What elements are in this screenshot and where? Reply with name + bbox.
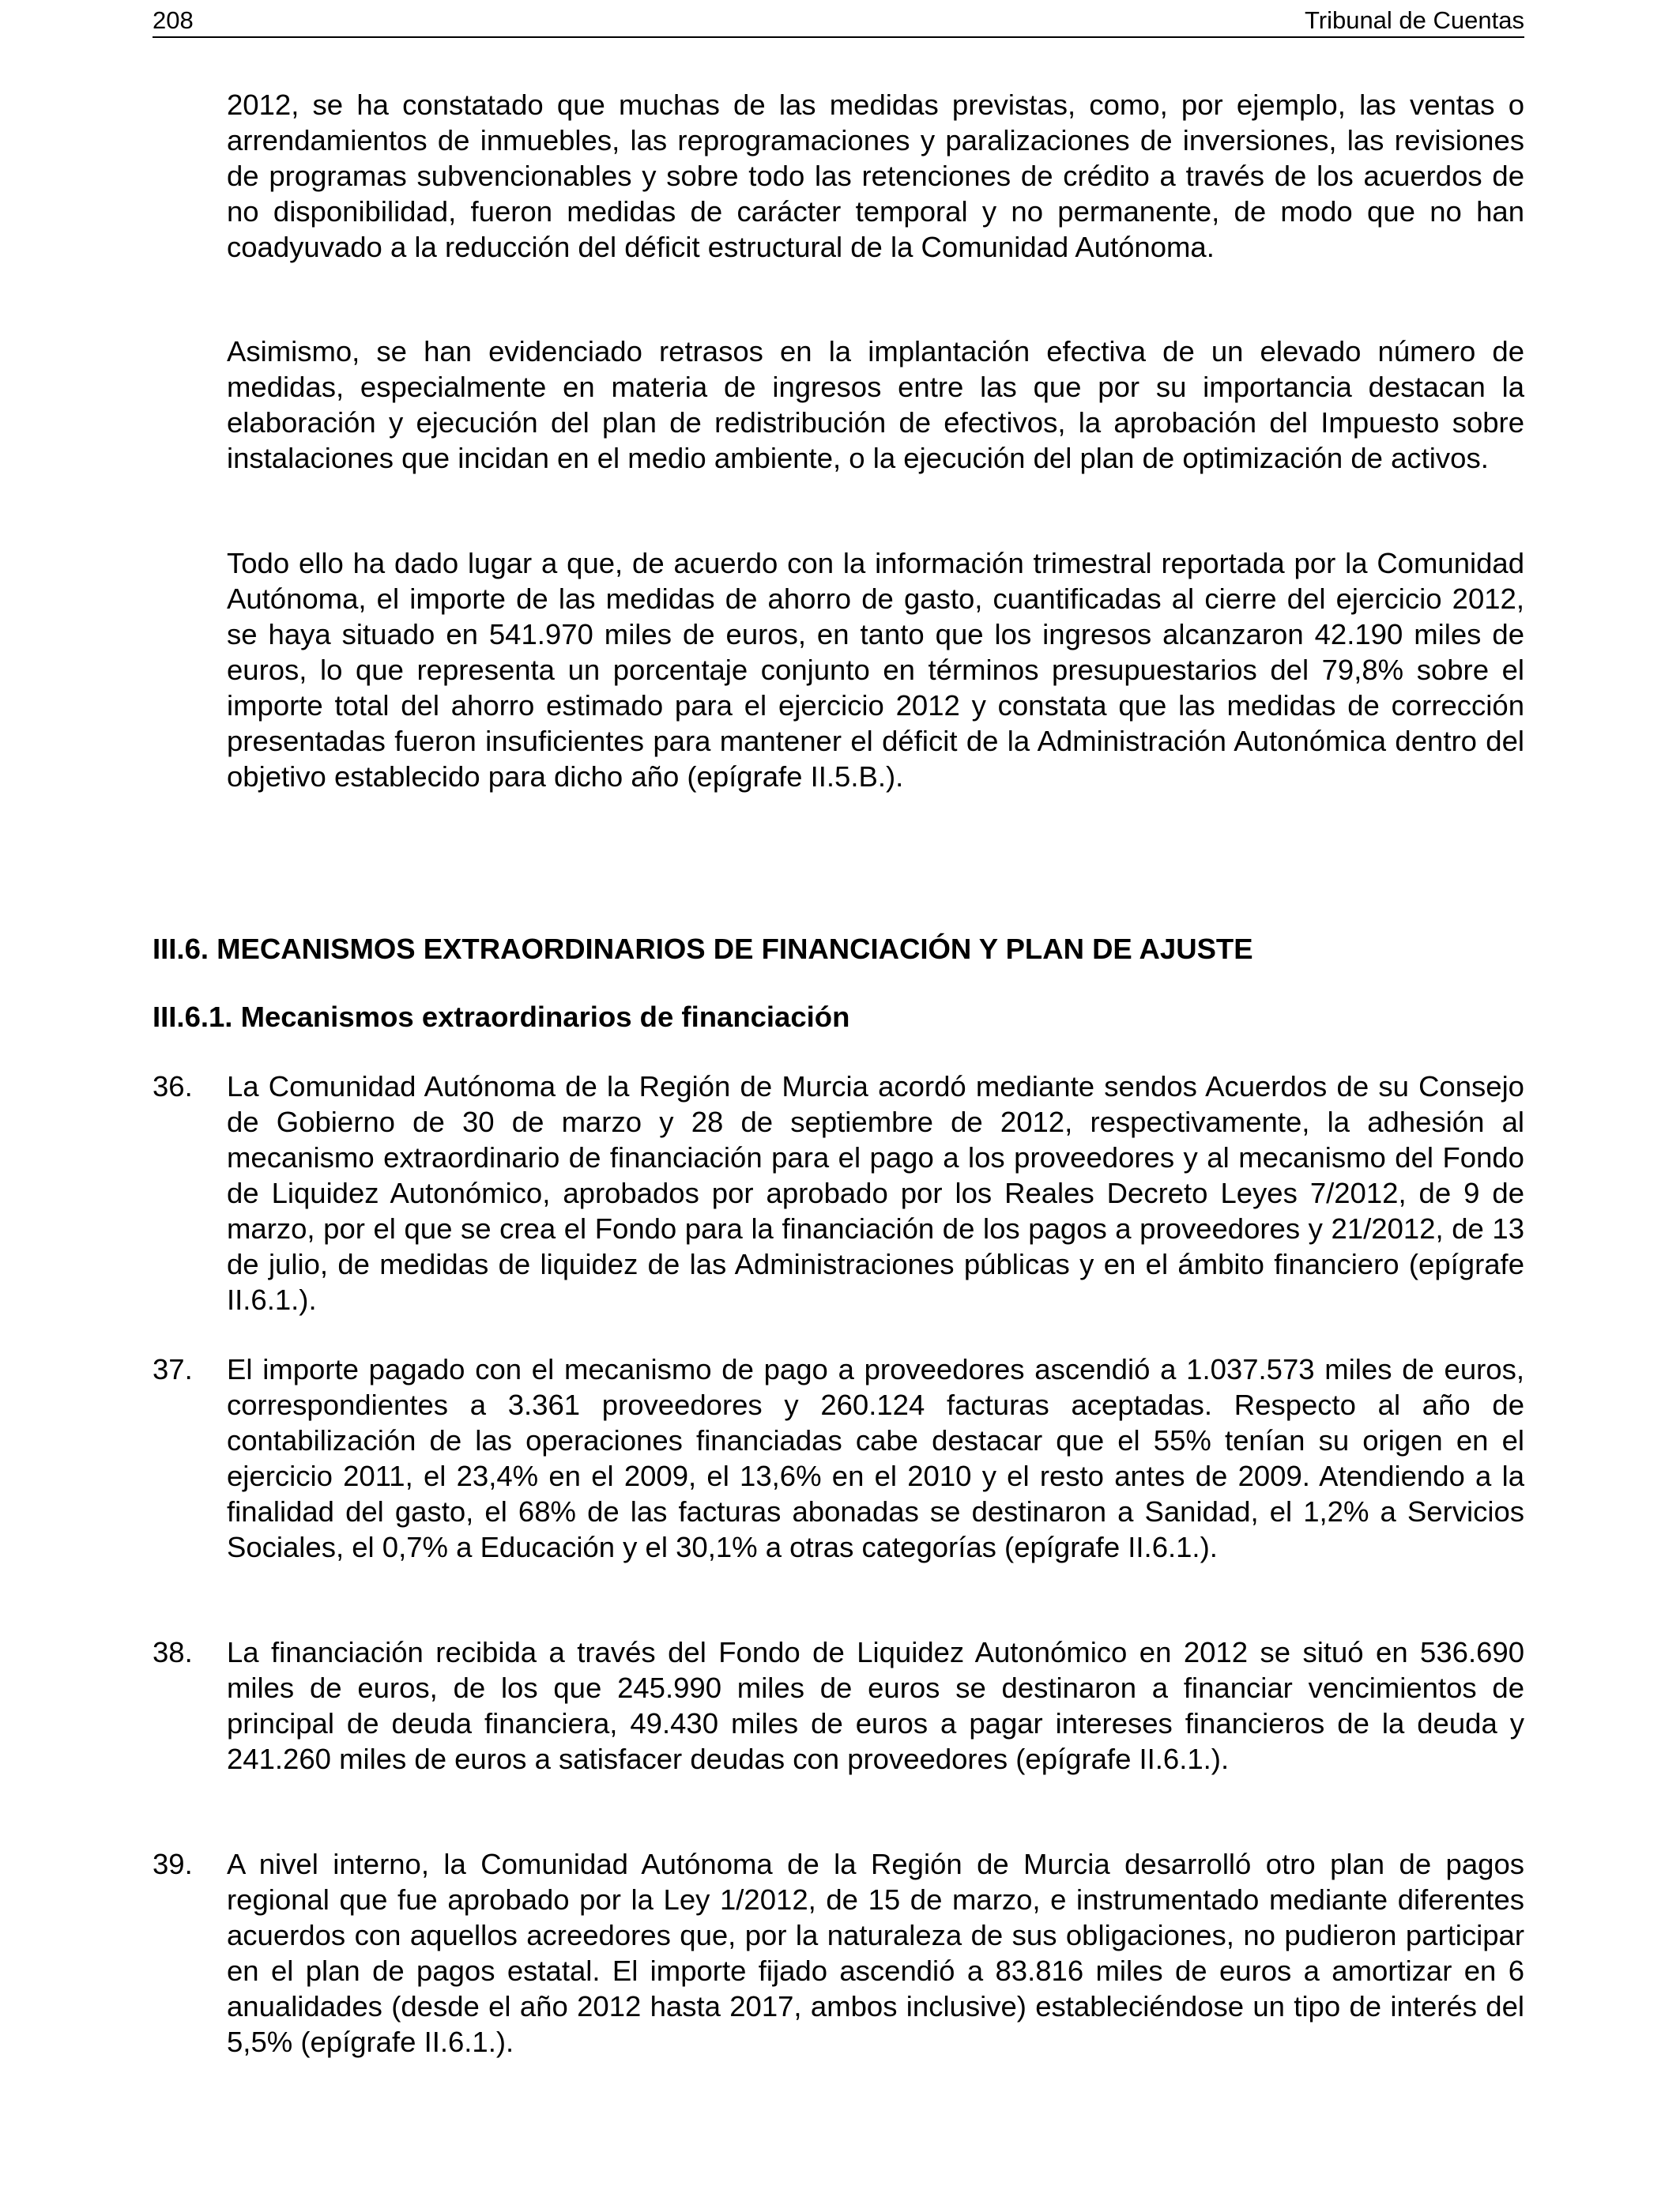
page-number: 208 (153, 6, 194, 34)
item-number-39: 39. (153, 1848, 193, 1880)
item-number-38: 38. (153, 1636, 193, 1668)
running-header (153, 5, 1524, 38)
item-text-37: El importe pagado con el mecanismo de pago a proveedores ascendió a 1.037.573 miles de euros, correspondientes a 3.361 proveedores y 260.124 facturas aceptadas. Respecto al año de contabilización de las operaciones financiadas cabe destacar que el 55% tenían su origen en el ejercicio 2011, el 23,4% en el 2009, el 13,6% en el 2010 y el resto antes de 2009. Atendiendo a la finalidad del gasto, el 68% de las facturas abonadas se destinaron a Sanidad, el 1,2% a Servicios Sociales, el 0,7% a Educación y el 30,1% a otras categorías (epígrafe II.6.1.). (227, 1353, 1524, 1563)
intro-paragraph-1: 2012, se ha constatado que muchas de las medidas previstas, como, por ejemplo, las ventas o arrendamientos de inmuebles, las reprogramaciones y paralizaciones de inversiones, las revisiones de programas subvencionables y sobre todo las retenciones de crédito a través de los acuerdos de no disponibilidad, fueron medidas de carácter temporal y no permanente, de modo que no han coadyuvado a la reducción del déficit estructural de la Comunidad Autónoma. (227, 89, 1524, 263)
item-text-36: La Comunidad Autónoma de la Región de Murcia acordó mediante sendos Acuerdos de su Consejo de Gobierno de 30 de marzo y 28 de septiembre de 2012, respectivamente, la adhesión al mecanismo extraordinario de financiación para el pago a los proveedores y al mecanismo del Fondo de Liquidez Autonómico, aprobados por aprobado por los Reales Decreto Leyes 7/2012, de 9 de marzo, por el que se crea el Fondo para la financiación de los pagos a proveedores y 21/2012, de 13 de julio, de medidas de liquidez de las Administraciones públicas y en el ámbito financiero (epígrafe II.6.1.). (227, 1070, 1524, 1316)
item-number-37: 37. (153, 1353, 193, 1385)
publisher-name: Tribunal de Cuentas (1304, 6, 1524, 34)
item-number-36: 36. (153, 1070, 193, 1103)
item-text-38: La financiación recibida a través del Fondo de Liquidez Autonómico en 2012 se situó en 536.690 miles de euros, de los que 245.990 miles de euros se destinaron a financiar vencimientos de principal de deuda financiera, 49.430 miles de euros a pagar intereses financieros de la deuda y 241.260 miles de euros a satisfacer deudas con proveedores (epígrafe II.6.1.). (227, 1636, 1524, 1775)
section-heading: III.6. MECANISMOS EXTRAORDINARIOS DE FINANCIACIÓN Y PLAN DE AJUSTE (153, 933, 1253, 965)
intro-paragraph-2: Asimismo, se han evidenciado retrasos en la implantación efectiva de un elevado número de medidas, especialmente en materia de ingresos entre las que por su importancia destacan la elaboración y ejecución del plan de redistribución de efectivos, la aprobación del Impuesto sobre instalaciones que incidan en el medio ambiente, o la ejecución del plan de optimización de activos. (227, 335, 1524, 474)
subsection-heading: III.6.1. Mecanismos extraordinarios de financiación (153, 1001, 850, 1033)
intro-paragraph-3: Todo ello ha dado lugar a que, de acuerdo con la información trimestral reportada por la Comunidad Autónoma, el importe de las medidas de ahorro de gasto, cuantificadas al cierre del ejercicio 2012, se haya situado en 541.970 miles de euros, en tanto que los ingresos alcanzaron 42.190 miles de euros, lo que representa un porcentaje conjunto en términos presupuestarios del 79,8% sobre el importe total del ahorro estimado para el ejercicio 2012 y constata que las medidas de corrección presentadas fueron insuficientes para mantener el déficit de la Administración Autonómica dentro del objetivo establecido para dicho año (epígrafe II.5.B.). (227, 547, 1524, 793)
item-text-39: A nivel interno, la Comunidad Autónoma de la Región de Murcia desarrolló otro plan de pagos regional que fue aprobado por la Ley 1/2012, de 15 de marzo, e instrumentado mediante diferentes acuerdos con aquellos acreedores que, por la naturaleza de sus obligaciones, no pudieron participar en el plan de pagos estatal. El importe fijado ascendió a 83.816 miles de euros a amortizar en 6 anualidades (desde el año 2012 hasta 2017, ambos inclusive) estableciéndose un tipo de interés del 5,5% (epígrafe II.6.1.). (227, 1848, 1524, 2058)
